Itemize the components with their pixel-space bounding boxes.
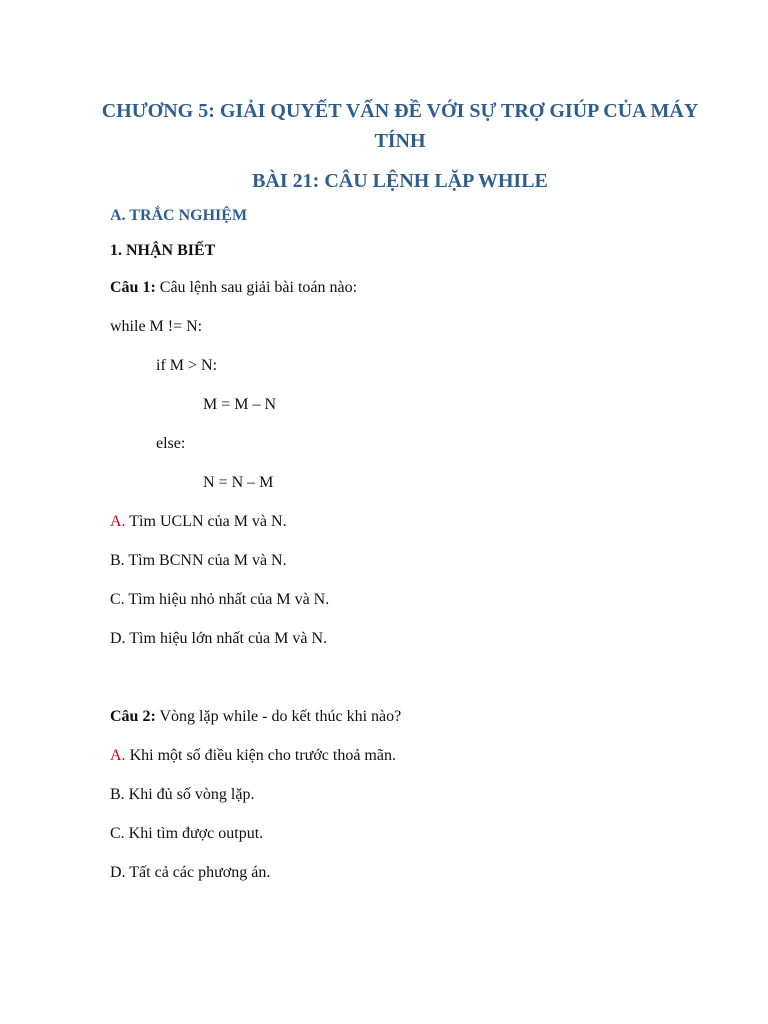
question-1-label: Câu 1: [110, 279, 156, 296]
option-letter: B. [110, 552, 125, 569]
option-letter: C. [110, 825, 125, 842]
option-text: Tất cả các phương án. [129, 864, 271, 881]
question-1 [110, 277, 357, 299]
section-heading: A. TRẮC NGHIỆM [110, 207, 248, 224]
lesson-title: BÀI 21: CÂU LỆNH LẶP WHILE [252, 170, 548, 192]
question-2-option-c [110, 823, 263, 845]
option-text: Tìm BCNN của M và N. [128, 552, 287, 569]
option-text: Khi một số điều kiện cho trước thoả mãn. [129, 747, 396, 764]
option-text: Khi tìm được output. [128, 825, 264, 842]
question-1-text: Câu lệnh sau giải bài toán nào: [159, 279, 358, 296]
chapter-title: CHƯƠNG 5: GIẢI QUYẾT VẤN ĐỀ VỚI SỰ TRỢ GIÚP CỦA MÁY TÍNH [101, 100, 699, 152]
question-2-text: Vòng lặp while - do kết thúc khi nào? [159, 708, 402, 725]
option-text: Tìm UCLN của M và N. [129, 513, 287, 530]
code-line-m-assign: M = M – N [203, 396, 277, 413]
option-letter: B. [110, 786, 125, 803]
option-letter: A. [110, 747, 126, 764]
option-letter: A. [110, 513, 126, 530]
code-line-if: if M > N: [156, 357, 218, 374]
question-1-option-b [110, 550, 287, 572]
option-letter: D. [110, 864, 126, 881]
code-line-else: else: [156, 435, 186, 452]
code-line-n-assign: N = N – M [203, 474, 274, 491]
option-text: Tìm hiệu lớn nhất của M và N. [129, 630, 328, 647]
subsection-heading: 1. NHẬN BIẾT [110, 242, 216, 259]
question-1-option-d [110, 628, 327, 650]
question-1-option-c [110, 589, 329, 611]
question-1-option-a [110, 511, 287, 533]
option-letter: C. [110, 591, 125, 608]
option-text: Khi đủ số vòng lặp. [128, 786, 255, 803]
question-2-option-d [110, 862, 270, 884]
question-2 [110, 706, 401, 728]
option-text: Tìm hiệu nhỏ nhất của M và N. [128, 591, 330, 608]
code-line-while: while M != N: [110, 318, 203, 335]
option-letter: D. [110, 630, 126, 647]
question-2-option-b [110, 784, 254, 806]
question-2-label: Câu 2: [110, 708, 156, 725]
question-2-option-a [110, 745, 396, 767]
